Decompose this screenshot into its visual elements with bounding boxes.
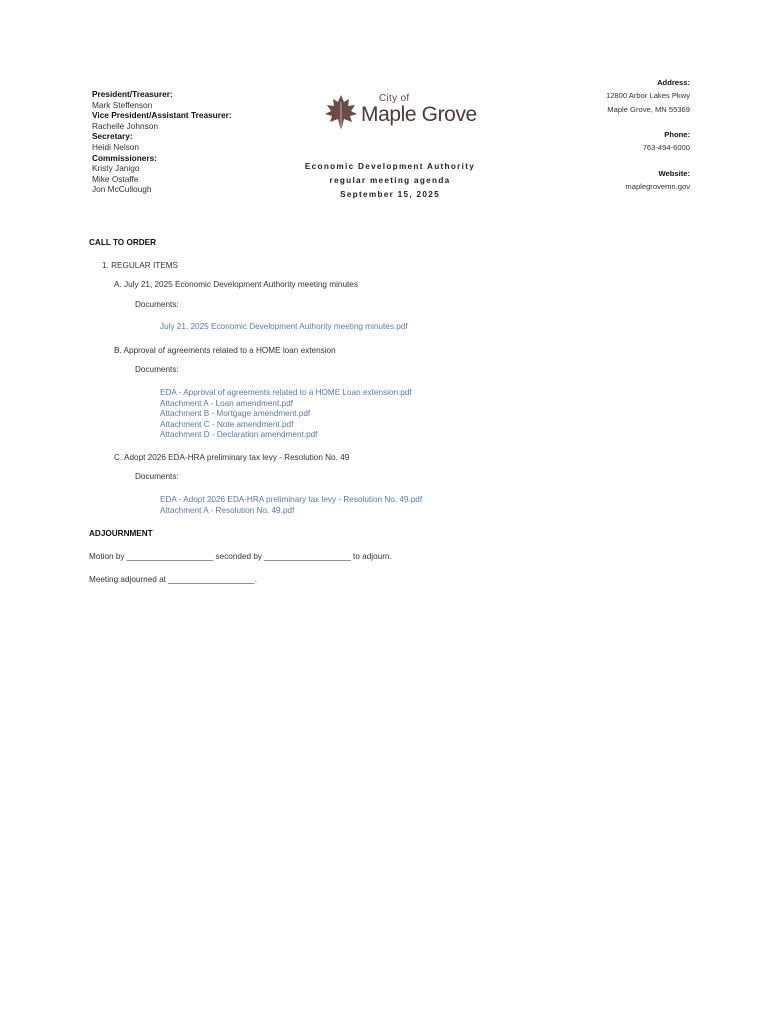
officer-role-president: President/Treasurer: (92, 89, 173, 99)
city-logo (324, 93, 477, 132)
maple-leaf-icon (324, 94, 358, 130)
officer-name: Heidi Nelson (92, 141, 140, 152)
logo-city-text: City of (379, 93, 410, 104)
meeting-org: Economic Development Authority (304, 162, 476, 171)
officer-name: Rachelle Johnson (92, 120, 158, 131)
officer-role-vice-president: Vice President/Assistant Treasurer: (92, 110, 232, 121)
contact-info (510, 78, 690, 198)
document-link[interactable]: Attachment A - Resolution No. 49.pdf (160, 506, 295, 515)
meeting-type: regular meeting agenda (329, 175, 451, 185)
phone-number: 763-494-6000 (642, 143, 690, 152)
agenda-item-b: B. Approval of agreements related to a HOME loan extension (114, 346, 336, 355)
document-link[interactable]: July 21, 2025 Economic Development Authority meeting minutes.pdf (160, 322, 408, 331)
document-link[interactable]: EDA - Adopt 2026 EDA-HRA preliminary tax levy - Resolution No. 49.pdf (160, 495, 423, 504)
meeting-date: September 15, 2025 (340, 189, 440, 199)
document-link[interactable]: EDA - Approval of agreements related to a HOME Loan extension.pdf (160, 388, 412, 397)
address-label: Address: (657, 78, 690, 87)
officer-name: Mike Ostaffe (92, 173, 139, 184)
agenda-item-a: A. July 21, 2025 Economic Development Authority meeting minutes (114, 280, 358, 289)
documents-label: Documents: (135, 300, 179, 309)
motion-line: Motion by ___________________ seconded by ___________________ to adjourn. (89, 552, 392, 561)
officer-role-commissioners: Commissioners: (92, 152, 158, 163)
call-to-order-heading: CALL TO ORDER (89, 238, 157, 247)
address-line-2: Maple Grove, MN 55369 (607, 105, 690, 114)
meeting-title (300, 160, 480, 201)
document-link[interactable]: Attachment A - Loan amendment.pdf (160, 398, 293, 408)
address-line-1: 12800 Arbor Lakes Pkwy (605, 91, 690, 100)
document-link[interactable]: Attachment D - Declaration amendment.pdf (160, 430, 318, 439)
officer-role-secretary: Secretary: (92, 131, 133, 142)
officer-name: Jon McCullough (92, 184, 152, 195)
document-link[interactable]: Attachment C - Note amendment.pdf (160, 419, 294, 429)
officer-list (92, 89, 232, 195)
adjourned-line: Meeting adjourned at ___________________. (89, 575, 257, 584)
document-link[interactable]: Attachment B - Mortgage amendment.pdf (160, 409, 311, 418)
documents-label: Documents: (135, 365, 179, 374)
officer-name: Mark Steffenson (92, 99, 153, 110)
agenda-item-c: C. Adopt 2026 EDA-HRA preliminary tax levy - Resolution No. 49 (114, 453, 350, 462)
website-label: Website: (658, 169, 690, 178)
phone-label: Phone: (664, 130, 690, 139)
website-url: maplegrovemn.gov (625, 182, 690, 191)
logo-name-text: Maple Grove (361, 103, 477, 126)
section-regular-items: 1. REGULAR ITEMS (102, 261, 178, 270)
adjournment-heading: ADJOURNMENT (89, 529, 153, 538)
officer-name: Kristy Janigo (92, 163, 140, 174)
documents-label: Documents: (135, 472, 179, 481)
